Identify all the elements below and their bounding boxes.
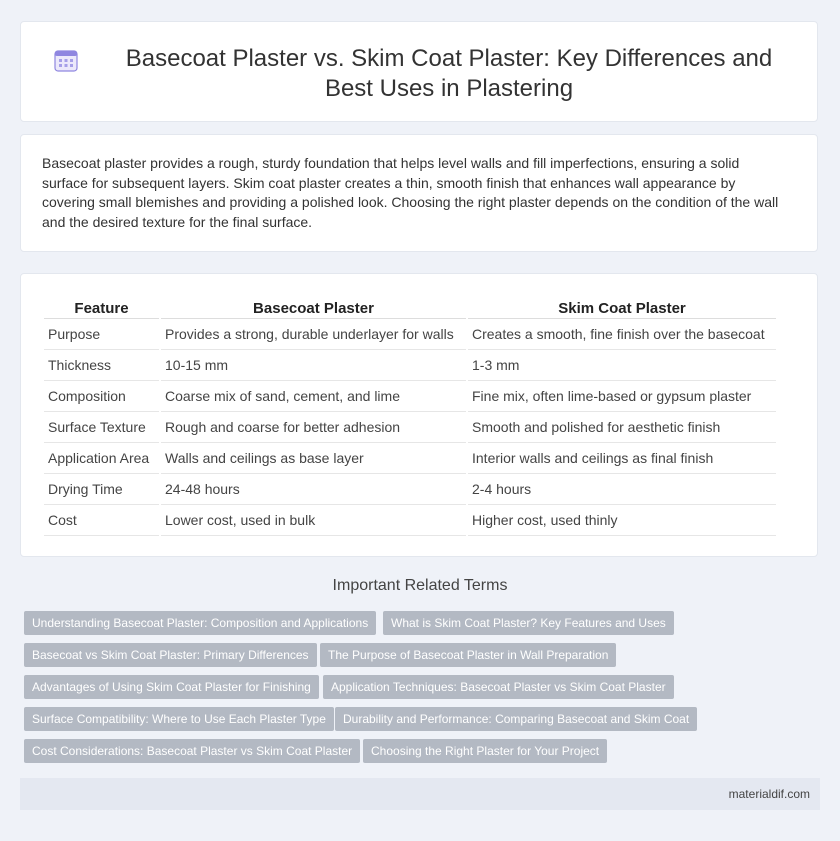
basecoat-cell: Coarse mix of sand, cement, and lime — [161, 381, 466, 412]
related-term-tag[interactable]: Durability and Performance: Comparing Basecoat and Skim Coat — [335, 707, 697, 731]
skim-coat-cell: Creates a smooth, fine finish over the basecoat — [468, 319, 776, 350]
basecoat-cell: Lower cost, used in bulk — [161, 505, 466, 536]
page-title: Basecoat Plaster vs. Skim Coat Plaster: Key Differences and Best Uses in Plastering — [125, 45, 773, 102]
related-term-tag[interactable]: Advantages of Using Skim Coat Plaster for Finishing — [24, 675, 319, 699]
related-term-tag[interactable]: What is Skim Coat Plaster? Key Features and Uses — [383, 611, 674, 635]
table-row — [44, 319, 776, 350]
related-term-tag[interactable]: Application Techniques: Basecoat Plaster vs Skim Coat Plaster — [323, 675, 674, 699]
basecoat-cell: Provides a strong, durable underlayer for walls — [161, 319, 466, 350]
table-header-row — [44, 296, 776, 319]
skim-coat-cell: Smooth and polished for aesthetic finish — [468, 412, 776, 443]
basecoat-cell: Rough and coarse for better adhesion — [161, 412, 466, 443]
comparison-table-card — [20, 273, 818, 557]
related-term-tag[interactable]: The Purpose of Basecoat Plaster in Wall Preparation — [320, 643, 616, 667]
row-label: Surface Texture — [44, 412, 159, 443]
summary-card — [20, 134, 818, 252]
skim-coat-cell: Interior walls and ceilings as final finish — [468, 443, 776, 474]
basecoat-cell: 10-15 mm — [161, 350, 466, 381]
related-term-tag[interactable]: Cost Considerations: Basecoat Plaster vs Skim Coat Plaster — [24, 739, 360, 763]
table-row — [44, 350, 776, 381]
site-name[interactable]: materialdif.com — [728, 787, 810, 801]
table-row — [44, 443, 776, 474]
related-terms-title: Important Related Terms — [332, 577, 508, 594]
related-term-tag[interactable]: Understanding Basecoat Plaster: Composition and Applications — [24, 611, 376, 635]
row-label: Composition — [44, 381, 159, 412]
table-row — [44, 474, 776, 505]
skim-coat-cell: 2-4 hours — [468, 474, 776, 505]
header-feature: Feature — [44, 296, 159, 319]
related-term-tag[interactable]: Choosing the Right Plaster for Your Project — [363, 739, 607, 763]
summary-text: Basecoat plaster provides a rough, sturdy foundation that helps level walls and fill imperfections, ensuring a solid surface for subsequent layers. Skim coat plaster creates a thin, smooth finish that enhances wall appearance by covering small blemishes and providing a polished look. Choosing the right plaster depends on the condition of the wall and the desired texture for the final surface. — [42, 155, 779, 230]
row-label: Application Area — [44, 443, 159, 474]
header-skim-coat: Skim Coat Plaster — [468, 296, 776, 319]
row-label: Thickness — [44, 350, 159, 381]
comparison-table — [42, 296, 778, 536]
related-term-tag[interactable]: Surface Compatibility: Where to Use Each Plaster Type — [24, 707, 334, 731]
basecoat-cell: Walls and ceilings as base layer — [161, 443, 466, 474]
header-basecoat: Basecoat Plaster — [161, 296, 466, 319]
row-label: Drying Time — [44, 474, 159, 505]
row-label: Purpose — [44, 319, 159, 350]
skim-coat-cell: 1-3 mm — [468, 350, 776, 381]
table-row — [44, 381, 776, 412]
skim-coat-cell: Higher cost, used thinly — [468, 505, 776, 536]
related-term-tag[interactable]: Basecoat vs Skim Coat Plaster: Primary Differences — [24, 643, 317, 667]
footer — [20, 778, 820, 810]
basecoat-cell: 24-48 hours — [161, 474, 466, 505]
skim-coat-cell: Fine mix, often lime-based or gypsum plaster — [468, 381, 776, 412]
table-row — [44, 412, 776, 443]
row-label: Cost — [44, 505, 159, 536]
table-row — [44, 505, 776, 536]
header-card — [20, 21, 818, 122]
